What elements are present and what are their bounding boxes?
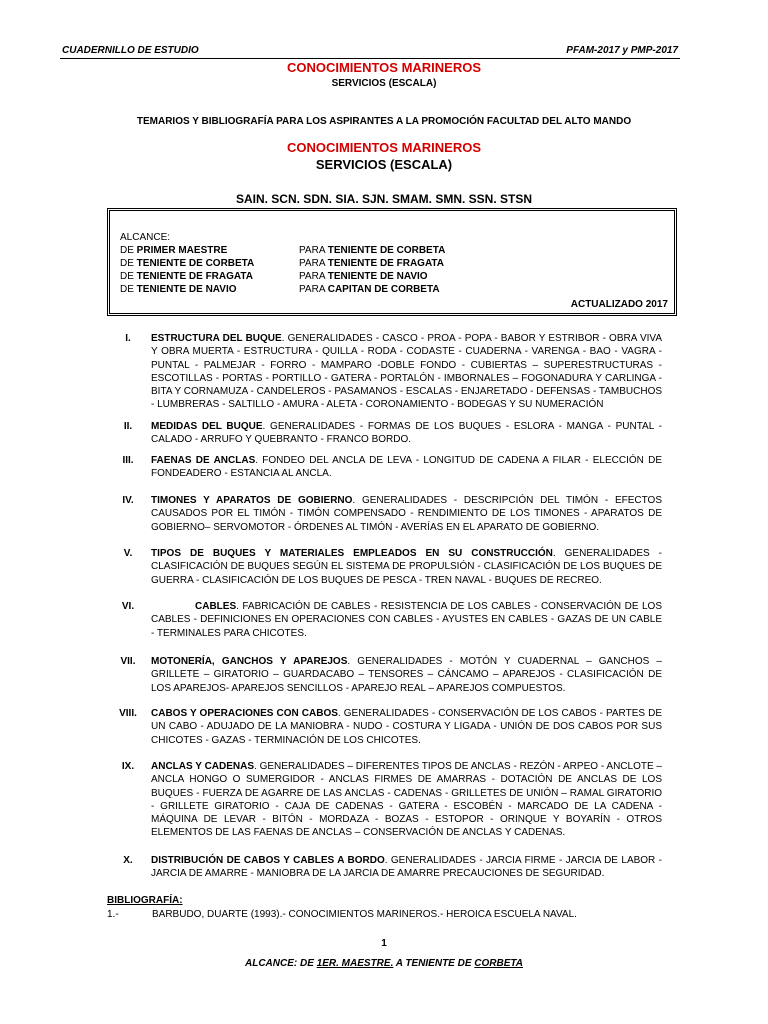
topic-description: . GENERALIDADES - FORMAS DE LOS BUQUES - ESLORA - MANGA - PUNTAL - CALADO - ARRUFO Y QUEBRANTO - FRANCO BORDO. (151, 421, 662, 446)
scope-from-prefix: DE (120, 271, 137, 282)
section-title: CONOCIMIENTOS MARINEROS (286, 140, 482, 155)
topic-item (107, 707, 662, 749)
footer-from-rank: 1ER. MAESTRE. (316, 958, 394, 969)
topic-number: IV. (122, 495, 134, 506)
topic-name: CABLES (195, 601, 237, 612)
bibliography-heading: BIBLIOGRAFÍA: (107, 895, 183, 906)
header-left-label: CUADERNILLO DE ESTUDIO (62, 45, 199, 56)
topic-text (151, 655, 662, 695)
topic-number: VI. (121, 601, 135, 612)
scope-from-rank: TENIENTE DE FRAGATA (136, 271, 253, 282)
scope-from-rank: TENIENTE DE NAVIO (136, 284, 237, 295)
topic-text (151, 332, 662, 412)
topic-item (107, 420, 662, 448)
topic-number: VII. (120, 656, 136, 667)
topic-description: . GENERALIDADES - MOTÓN Y CUADERNAL – GANCHOS – GRILLETE – GIRATORIO – GUARDACABO – TENSORES – CÁNCAMO – APAREJOS - CLASIFICACIÓN DE LOS APAREJOS- APAREJOS SENCILLOS - APAREJO REAL – APAREJOS COMPUESTOS. (151, 656, 662, 694)
topic-item (107, 854, 662, 882)
footer-scope (0, 958, 768, 969)
scope-from-prefix: DE (120, 284, 137, 295)
scope-from-4 (120, 283, 237, 296)
topic-item (107, 454, 662, 482)
topic-text (151, 600, 662, 640)
scope-to-prefix: PARA (299, 245, 328, 256)
topic-description: . GENERALIDADES - JARCIA FIRME - JARCIA DE LABOR - JARCIA DE AMARRE - MANIOBRA DE LA JARCIA DE AMARRE PRECAUCIONES DE SEGURIDAD. (151, 855, 663, 880)
topic-name: MEDIDAS DEL BUQUE (151, 421, 263, 432)
scope-from-1 (120, 244, 227, 257)
footer-to-rank: CORBETA (474, 958, 523, 969)
topic-description: . FABRICACIÓN DE CABLES - RESISTENCIA DE LOS CABLES - CONSERVACIÓN DE LOS CABLES - DEFINICIONES EN OPERACIONES CON CABLES - AYUSTES EN CABLES - GAZAS DE UN CABLE - TERMINALES PARA CHICOTES. (151, 601, 662, 639)
topic-item (107, 332, 662, 412)
topic-item (107, 547, 662, 589)
scope-to-1 (299, 244, 445, 257)
scope-to-3 (299, 270, 428, 283)
scope-from-prefix: DE (120, 258, 137, 269)
scope-to-rank: CAPITAN DE CORBETA (327, 284, 440, 295)
header-divider (60, 58, 680, 59)
scope-to-prefix: PARA (299, 284, 328, 295)
updated-label: ACTUALIZADO 2017 (570, 299, 668, 310)
topic-name: MOTONERÍA, GANCHOS Y APAREJOS (151, 656, 348, 667)
footer-prefix: ALCANCE: DE (245, 958, 317, 969)
topic-item (107, 655, 662, 697)
topic-number: IX. (121, 761, 135, 772)
topic-text (151, 547, 662, 587)
scope-to-rank: TENIENTE DE CORBETA (327, 245, 446, 256)
topic-name: ESTRUCTURA DEL BUQUE (151, 333, 282, 344)
scope-to-rank: TENIENTE DE FRAGATA (327, 258, 445, 269)
topic-description: . GENERALIDADES - CASCO - PROA - POPA - BABOR Y ESTRIBOR - OBRA VIVA Y OBRA MUERTA - ESTRUCTURA - QUILLA - RODA - CODASTE - CUADERNA - VARENGA - BAO - VAGRA - PUNTAL - PALMEJAR - FORRO - MAMPARO -DOBLE FONDO - CUBIERTAS – SUPERESTRUCTURAS - ESCOTILLAS - PORTAS - PORTILLO - GATERA - PORTALÓN - IMBORNALES – FOGONADURA Y CARLINGA - BITA Y CORNAMUZA - CANDELEROS - PASAMANOS - ESCALAS - ENJARETADO - DEFENSAS - TAMBUCHOS - LUMBRERAS - SALTILLO - AMURA - ALETA - CORONAMIENTO - BODEGAS Y SU NUMERACIÓN (151, 333, 663, 411)
scope-from-prefix: DE (120, 245, 137, 256)
topic-item (107, 760, 662, 842)
topic-number: X. (123, 855, 133, 866)
topic-description: . GENERALIDADES - DESCRIPCIÓN DEL TIMÓN - EFECTOS CAUSADOS POR EL TIMÓN - TIMÓN COMPENSADO - RENDIMIENTO DE LOS TIMONES - APARATOS DE GOBIERNO– SERVOMOTOR - ÓRDENES AL TIMÓN - AVERÍAS EN EL APARATO DE GOBIERNO. (151, 495, 662, 533)
bibliography-item-text: BARBUDO, DUARTE (1993).- CONOCIMIENTOS MARINEROS.- HEROICA ESCUELA NAVAL. (152, 909, 577, 920)
topic-description: . GENERALIDADES – DIFERENTES TIPOS DE ANCLAS - REZÓN - ARPEO - ANCLOTE – ANCLA HONGO O SUMERGIDOR - ANCLAS FIRMES DE AMARRAS - DOTACIÓN DE ANCLAS DE LOS BUQUES - FUERZA DE AGARRE DE LAS ANCLAS - CADENAS - GRILLETES DE UNIÓN – RAMAL GIRATORIO - GRILLETE GIRATORIO - CAJA DE CADENAS - GATERA - ESCOBÉN - MARCADO DE LA CADENA - MÁQUINA DE LEVAR - BITÓN - MORDAZA - BOZAS - ESTOPOR - ORINQUE Y BOYARÍN - OTROS ELEMENTOS DE LAS FAENAS DE ANCLAS – CONSERVACIÓN DE ANCLAS Y CADENAS. (151, 761, 662, 839)
topic-name: TIMONES Y APARATOS DE GOBIERNO (151, 495, 353, 506)
bibliography-item-number: 1.- (107, 909, 119, 920)
service-codes: SAIN. SCN. SDN. SIA. SJN. SMAM. SMN. SSN. STSN (235, 192, 533, 206)
scope-to-rank: TENIENTE DE NAVIO (327, 271, 428, 282)
section-subtitle: SERVICIOS (ESCALA) (315, 157, 453, 172)
scope-to-prefix: PARA (299, 258, 328, 269)
page-number: 1 (381, 938, 387, 949)
topic-number: III. (122, 455, 134, 466)
page-title: CONOCIMIENTOS MARINEROS (286, 60, 482, 75)
topic-text (151, 420, 662, 447)
topic-text (151, 494, 662, 534)
scope-from-3 (120, 270, 253, 283)
topic-text (151, 454, 662, 481)
topic-text (151, 760, 662, 840)
topic-description: . GENERALIDADES - CLASIFICACIÓN DE BUQUES SEGÚN EL SISTEMA DE PROPULSIÓN - CLASIFICACIÓN DE LOS BUQUES DE GUERRA - CLASIFICACIÓN DE LOS BUQUES DE PESCA - TREN NAVAL - BUQUES DE RECREO. (151, 548, 662, 586)
topic-name: ANCLAS Y CADENAS (151, 761, 255, 772)
topic-text (151, 854, 662, 881)
temario-heading: TEMARIOS Y BIBLIOGRAFÍA PARA LOS ASPIRANTES A LA PROMOCIÓN FACULTAD DEL ALTO MANDO (136, 116, 632, 127)
scope-from-rank: TENIENTE DE CORBETA (136, 258, 255, 269)
topic-name: DISTRIBUCIÓN DE CABOS Y CABLES A BORDO (151, 855, 385, 866)
topic-item (107, 494, 662, 536)
topic-item (107, 600, 662, 642)
topic-number: I. (125, 333, 131, 344)
topic-number: V. (123, 548, 133, 559)
topic-name: TIPOS DE BUQUES Y MATERIALES EMPLEADOS EN SU CONSTRUCCIÓN (151, 548, 553, 559)
topic-number: VIII. (119, 708, 137, 719)
scope-to-4 (299, 283, 440, 296)
topic-name: CABOS Y OPERACIONES CON CABOS (151, 708, 338, 719)
scope-from-rank: PRIMER MAESTRE (136, 245, 228, 256)
topic-text (151, 707, 662, 747)
scope-label: ALCANCE: (120, 232, 171, 243)
scope-to-prefix: PARA (299, 271, 328, 282)
topic-number: II. (123, 421, 133, 432)
topic-name: FAENAS DE ANCLAS (151, 455, 256, 466)
topic-description: . FONDEO DEL ANCLA DE LEVA - LONGITUD DE CADENA A FILAR - ELECCIÓN DE FONDEADERO - ESTANCIA AL ANCLA. (151, 455, 662, 480)
scope-from-2 (120, 257, 254, 270)
page-subtitle: SERVICIOS (ESCALA) (331, 78, 437, 89)
topic-description: . GENERALIDADES - CONSERVACIÓN DE LOS CABOS - PARTES DE UN CABO - ADUJADO DE LA MANIOBRA - NUDO - COSTURA Y LIGADA - UNIÓN DE DOS CABOS POR SUS CHICOTES - GAZAS - TERMINACIÓN DE LOS CHICOTES. (151, 708, 662, 746)
scope-to-2 (299, 257, 444, 270)
header-right-label: PFAM-2017 y PMP-2017 (566, 45, 678, 56)
footer-middle: A TENIENTE DE (393, 958, 475, 969)
